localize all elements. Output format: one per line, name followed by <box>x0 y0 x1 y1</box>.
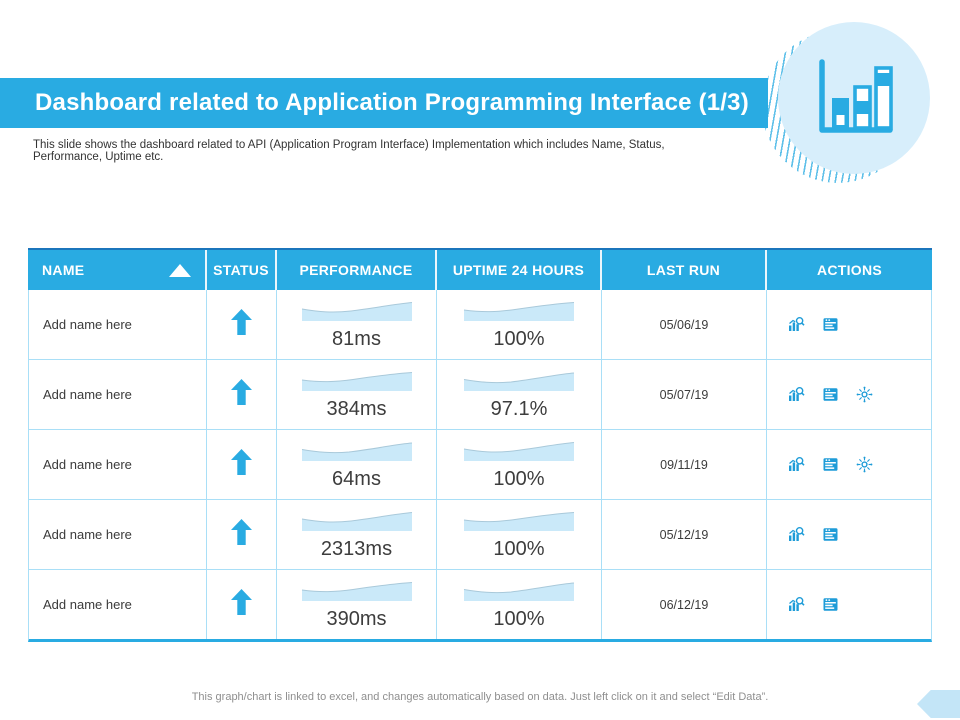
row-last-run: 09/11/19 <box>602 430 767 499</box>
analytics-icon[interactable] <box>788 526 805 543</box>
column-header-lastrun: LAST RUN <box>602 250 767 290</box>
status-up-arrow-icon <box>231 309 252 340</box>
bar-chart-icon <box>812 56 896 140</box>
performance-value: 2313ms <box>320 537 393 560</box>
row-last-run: 06/12/19 <box>602 570 767 639</box>
column-header-actions: ACTIONS <box>816 262 883 278</box>
column-header-performance: PERFORMANCE <box>277 250 437 290</box>
row-last-run: 05/12/19 <box>602 500 767 569</box>
performance-sparkline <box>301 510 413 537</box>
row-status <box>207 290 277 359</box>
uptime-sparkline <box>463 370 575 397</box>
uptime-value: 100% <box>493 327 545 350</box>
column-header-name-label: NAME <box>42 262 85 278</box>
column-header-status: STATUS <box>207 250 277 290</box>
gear-network-icon[interactable] <box>856 456 873 473</box>
row-name[interactable]: Add name here <box>29 430 207 499</box>
row-performance <box>277 290 437 359</box>
analytics-icon[interactable] <box>788 596 805 613</box>
uptime-value: 100% <box>493 467 545 490</box>
uptime-sparkline <box>463 300 575 327</box>
row-last-run: 05/06/19 <box>602 290 767 359</box>
table-row <box>29 360 931 430</box>
uptime-value: 100% <box>493 537 545 560</box>
table-row <box>29 430 931 500</box>
row-performance <box>277 570 437 639</box>
table-row <box>29 500 931 570</box>
row-actions <box>767 570 932 639</box>
row-actions <box>767 500 932 569</box>
uptime-sparkline <box>463 510 575 537</box>
title-band <box>0 78 768 128</box>
calendar-icon[interactable] <box>822 316 839 333</box>
row-name[interactable]: Add name here <box>29 500 207 569</box>
analytics-icon[interactable] <box>788 386 805 403</box>
status-up-arrow-icon <box>231 519 252 550</box>
uptime-sparkline <box>463 440 575 467</box>
analytics-icon[interactable] <box>788 316 805 333</box>
performance-sparkline <box>301 440 413 467</box>
api-dashboard-table <box>28 248 932 642</box>
row-status <box>207 500 277 569</box>
sort-triangle-icon[interactable] <box>169 264 191 277</box>
row-actions <box>767 290 932 359</box>
row-status <box>207 360 277 429</box>
row-actions <box>767 360 932 429</box>
analytics-icon[interactable] <box>788 456 805 473</box>
row-status <box>207 570 277 639</box>
row-uptime <box>437 360 602 429</box>
table-row <box>29 570 931 639</box>
row-uptime <box>437 570 602 639</box>
column-header-name[interactable] <box>28 250 207 290</box>
row-uptime <box>437 430 602 499</box>
performance-value: 81ms <box>332 327 381 350</box>
calendar-icon[interactable] <box>822 596 839 613</box>
row-uptime <box>437 290 602 359</box>
slide-subtitle: This slide shows the dashboard related to API (Application Program Interface) Implementation which includes Name, Status, Performance, Uptime etc. <box>33 139 665 163</box>
performance-value: 384ms <box>326 397 387 420</box>
decoration-circle <box>778 22 930 174</box>
performance-sparkline <box>301 300 413 327</box>
uptime-value: 97.1% <box>490 397 548 420</box>
performance-sparkline <box>301 370 413 397</box>
table-body <box>28 290 932 642</box>
calendar-icon[interactable] <box>822 386 839 403</box>
status-up-arrow-icon <box>231 379 252 410</box>
row-uptime <box>437 500 602 569</box>
footer-note: This graph/chart is linked to excel, and changes automatically based on data. Just left click on it and select “Edit Data”. <box>191 691 769 703</box>
performance-value: 390ms <box>326 607 387 630</box>
uptime-value: 100% <box>493 607 545 630</box>
status-up-arrow-icon <box>231 449 252 480</box>
row-performance <box>277 360 437 429</box>
row-performance <box>277 430 437 499</box>
uptime-sparkline <box>463 580 575 607</box>
calendar-icon[interactable] <box>822 526 839 543</box>
row-performance <box>277 500 437 569</box>
table-row <box>29 290 931 360</box>
performance-sparkline <box>301 580 413 607</box>
row-last-run: 05/07/19 <box>602 360 767 429</box>
performance-value: 64ms <box>332 467 381 490</box>
row-name[interactable]: Add name here <box>29 290 207 359</box>
calendar-icon[interactable] <box>822 456 839 473</box>
status-up-arrow-icon <box>231 589 252 620</box>
table-header-row <box>28 248 932 290</box>
row-name[interactable]: Add name here <box>29 360 207 429</box>
row-actions <box>767 430 932 499</box>
column-header-uptime: UPTIME 24 HOURS <box>437 250 602 290</box>
row-name[interactable]: Add name here <box>29 570 207 639</box>
page-title: Dashboard related to Application Programming Interface (1/3) <box>35 89 749 116</box>
row-status <box>207 430 277 499</box>
gear-network-icon[interactable] <box>856 386 873 403</box>
